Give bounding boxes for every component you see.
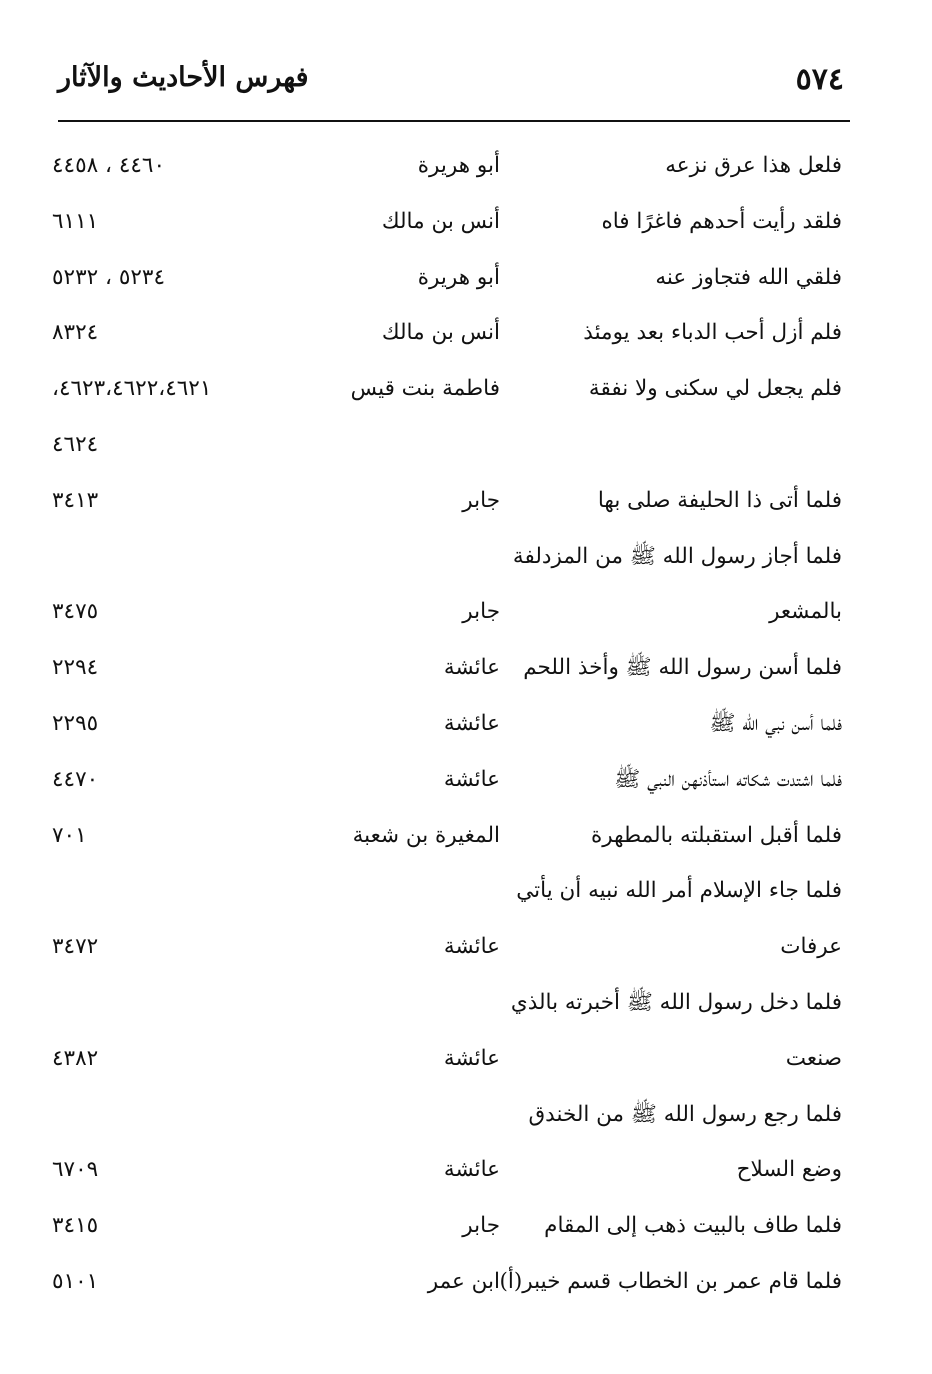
hadith-text: فلما دخل رسول الله ﷺ أخبرته بالذي xyxy=(510,989,842,1015)
index-row xyxy=(40,919,850,975)
hadith-text: فلما قام عمر بن الخطاب قسم خيبر(أ) xyxy=(499,1268,842,1294)
hadith-reference-numbers: ٦١١١ xyxy=(52,208,99,234)
narrator-name: عائشة xyxy=(443,1157,500,1183)
narrator-name: ابن عمر xyxy=(427,1268,500,1294)
hadith-text: فلما أقبل استقبلته بالمطهرة xyxy=(590,822,842,848)
index-row xyxy=(40,1142,850,1198)
hadith-text: فلما أجاز رسول الله ﷺ من المزدلفة xyxy=(512,543,842,569)
index-row xyxy=(40,305,850,361)
index-row xyxy=(40,808,850,864)
index-row xyxy=(40,1031,850,1087)
narrator-name: عائشة xyxy=(443,766,500,792)
hadith-reference-numbers: ٦٧٠٩ xyxy=(52,1157,99,1183)
narrator-name: أنس بن مالك xyxy=(381,320,500,346)
hadith-reference-numbers: ٤٤٧٠ xyxy=(52,766,99,792)
hadith-reference-numbers: ٥١٠١ xyxy=(52,1268,99,1294)
hadith-text: صنعت xyxy=(785,1045,842,1071)
hadith-text: بالمشعر xyxy=(769,599,842,625)
hadith-text: فلما جاء الإسلام أمر الله نبيه أن يأتي xyxy=(516,878,842,904)
narrator-name: عائشة xyxy=(443,710,500,736)
index-row xyxy=(40,1087,850,1143)
hadith-text: فلما أتى ذا الحليفة صلى بها xyxy=(597,487,842,513)
index-table xyxy=(40,138,850,1310)
narrator-name: عائشة xyxy=(443,655,500,681)
index-row xyxy=(40,417,850,473)
index-row xyxy=(40,473,850,529)
hadith-reference-numbers: ٤٦٢٤ xyxy=(52,431,99,457)
narrator-name: جابر xyxy=(462,487,500,513)
header-divider xyxy=(58,120,850,122)
hadith-reference-numbers: ٧٠١ xyxy=(52,822,87,848)
hadith-reference-numbers: ،٤٦٢٣،٤٦٢٢،٤٦٢١ xyxy=(52,376,212,402)
narrator-name: أبو هريرة xyxy=(417,153,500,178)
index-row xyxy=(40,752,850,808)
index-row xyxy=(40,863,850,919)
hadith-reference-numbers: ٣٤١٥ xyxy=(52,1213,99,1239)
index-row xyxy=(40,975,850,1031)
hadith-reference-numbers: ٨٣٢٤ xyxy=(52,320,99,346)
narrator-name: عائشة xyxy=(443,934,500,960)
narrator-name: المغيرة بن شعبة xyxy=(352,822,500,848)
hadith-reference-numbers: ٣٤١٣ xyxy=(52,487,99,513)
hadith-reference-numbers: ٤٤٦٠ ، ٤٤٥٨ xyxy=(52,153,166,178)
narrator-name: جابر xyxy=(462,1213,500,1239)
hadith-text: فلقد رأيت أحدهم فاغرًا فاه xyxy=(601,208,842,234)
index-row xyxy=(40,584,850,640)
index-row xyxy=(40,696,850,752)
index-row xyxy=(40,1254,850,1310)
hadith-text: فلم يجعل لي سكنى ولا نفقة xyxy=(588,376,842,402)
index-row xyxy=(40,361,850,417)
hadith-reference-numbers: ٤٣٨٢ xyxy=(52,1045,99,1071)
page-header xyxy=(58,58,850,108)
narrator-name: فاطمة بنت قيس xyxy=(350,376,500,402)
page-number: ٥٧٤ xyxy=(795,62,844,97)
hadith-text: فلقي الله فتجاوز عنه xyxy=(655,264,842,290)
hadith-reference-numbers: ٢٢٩٥ xyxy=(52,710,99,736)
index-row xyxy=(40,194,850,250)
hadith-reference-numbers: ٥٢٣٤ ، ٥٢٣٢ xyxy=(52,264,166,290)
index-row xyxy=(40,529,850,585)
index-row xyxy=(40,138,850,194)
hadith-text: فلما أسن رسول الله ﷺ وأخذ اللحم xyxy=(523,655,842,681)
hadith-text: عرفات xyxy=(780,934,842,960)
narrator-name: أنس بن مالك xyxy=(381,208,500,234)
hadith-reference-numbers: ٢٢٩٤ xyxy=(52,655,99,681)
hadith-reference-numbers: ٣٤٧٢ xyxy=(52,934,99,960)
hadith-text: فلما طاف بالبيت ذهب إلى المقام xyxy=(544,1213,842,1239)
hadith-reference-numbers: ٣٤٧٥ xyxy=(52,599,99,625)
narrator-name: جابر xyxy=(462,599,500,625)
running-title: فهرس الأحاديث والآثار xyxy=(58,62,309,93)
hadith-text: فلما رجع رسول الله ﷺ من الخندق xyxy=(528,1101,842,1127)
index-row xyxy=(40,640,850,696)
hadith-text: وضع السلاح xyxy=(736,1157,842,1183)
hadith-text: فلما أسن نبي الله ﷺ xyxy=(709,710,842,736)
narrator-name: عائشة xyxy=(443,1045,500,1071)
narrator-name: أبو هريرة xyxy=(417,264,500,290)
hadith-text: فلعل هذا عرق نزعه xyxy=(665,153,842,178)
index-row xyxy=(40,250,850,306)
hadith-text: فلما اشتدت شكاته استأذنهن النبي ﷺ xyxy=(614,766,842,792)
hadith-text: فلم أزل أحب الدباء بعد يومئذ xyxy=(583,320,842,346)
index-row xyxy=(40,1198,850,1254)
